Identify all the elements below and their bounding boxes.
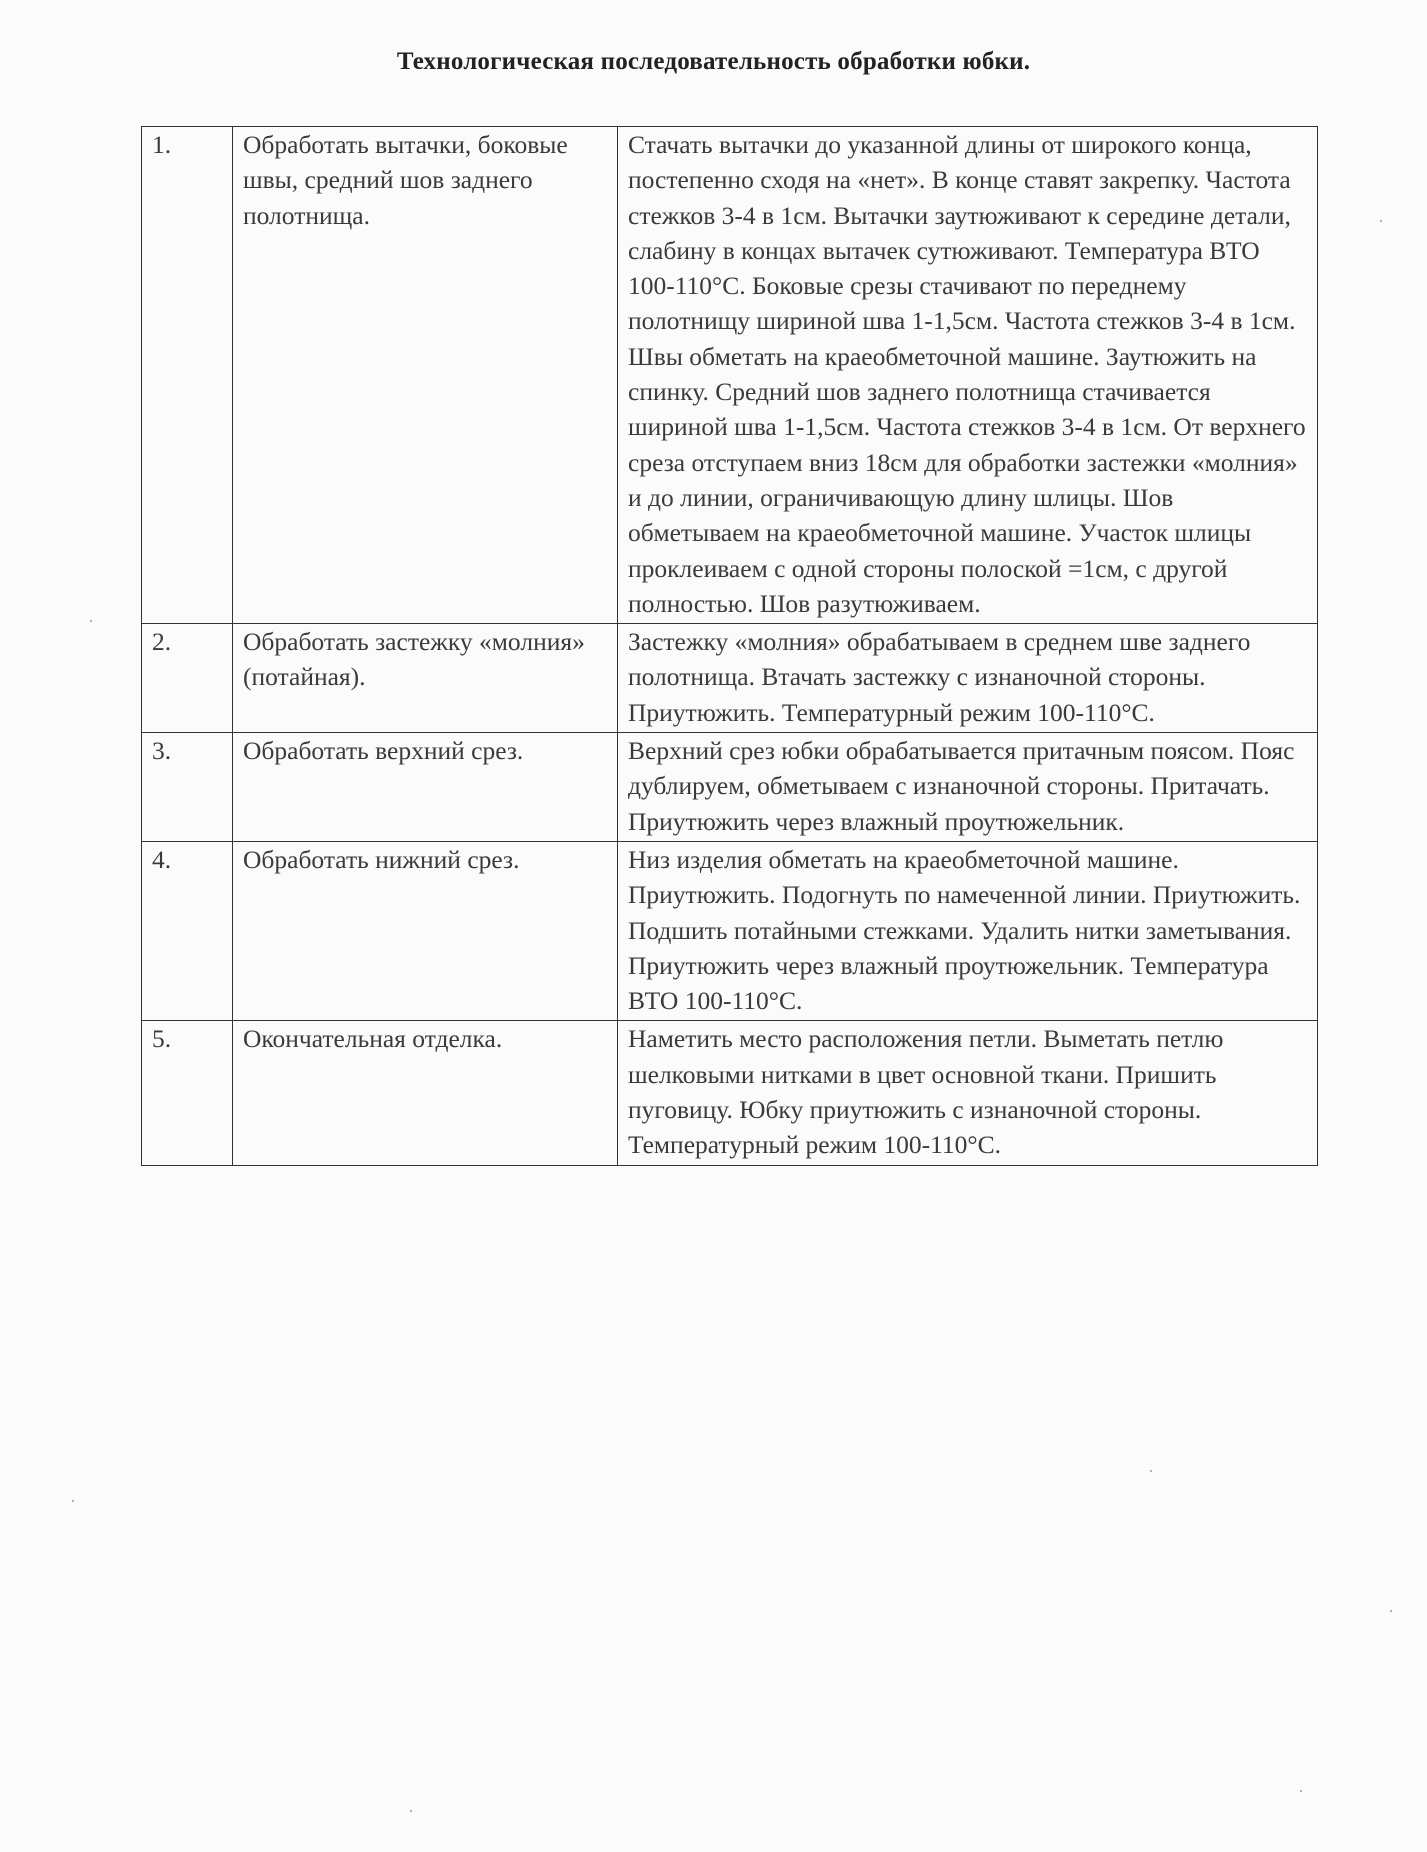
description-cell: Наметить место расположения петли. Выметать петлю шелковыми нитками в цвет основной ткани. Пришить пуговицу. Юбку приутюжить с изнаночной стороны. Температурный режим 100-110°С. (618, 1021, 1318, 1165)
step-number: 1. (142, 127, 233, 624)
scan-speck (410, 1810, 412, 1812)
table-row (142, 1021, 1318, 1165)
description-cell: Низ изделия обметать на краеобметочной машине. Приутюжить. Подогнуть по намеченной линии. Приутюжить. Подшить потайными стежками. Удалить нитки заметывания. Приутюжить через влажный проутюжельник. Температура ВТО 100-110°С. (618, 841, 1318, 1020)
scan-speck (1390, 1610, 1392, 1612)
operation-cell: Окончательная отделка. (233, 1021, 618, 1165)
process-table (141, 126, 1318, 1166)
step-number: 3. (142, 733, 233, 842)
operation-cell: Обработать застежку «молния» (потайная). (233, 624, 618, 733)
description-cell: Застежку «молния» обрабатываем в среднем шве заднего полотнища. Втачать застежку с изнаночной стороны. Приутюжить. Температурный режим 100-110°С. (618, 624, 1318, 733)
operation-cell: Обработать нижний срез. (233, 841, 618, 1020)
scan-speck (1380, 220, 1382, 222)
table-row (142, 624, 1318, 733)
operation-cell: Обработать верхний срез. (233, 733, 618, 842)
operation-cell: Обработать вытачки, боковые швы, средний шов заднего полотнища. (233, 127, 618, 624)
scan-speck (1300, 1790, 1302, 1792)
step-number: 5. (142, 1021, 233, 1165)
scan-speck (1150, 1470, 1152, 1472)
scan-speck (72, 1500, 74, 1502)
scan-speck (90, 620, 92, 622)
description-cell: Стачать вытачки до указанной длины от широкого конца, постепенно сходя на «нет». В конце ставят закрепку. Частота стежков 3-4 в 1см. Вытачки заутюживают к середине детали, слабину в концах вытачек сутюживают. Температура ВТО 100-110°С. Боковые срезы стачивают по переднему полотнищу шириной шва 1-1,5см. Частота стежков 3-4 в 1см. Швы обметать на краеобметочной машине. Заутюжить на спинку. Средний шов заднего полотнища стачивается шириной шва 1-1,5см. Частота стежков 3-4 в 1см. От верхнего среза отступаем вниз 18см для обработки застежки «молния» и до линии, ограничивающую длину шлицы. Шов обметываем на краеобметочной машине. Участок шлицы проклеиваем с одной стороны полоской =1см, с другой полностью. Шов разутюживаем. (618, 127, 1318, 624)
step-number: 2. (142, 624, 233, 733)
description-cell: Верхний срез юбки обрабатывается притачным поясом. Пояс дублируем, обметываем с изнаночной стороны. Притачать. Приутюжить через влажный проутюжельник. (618, 733, 1318, 842)
document-title: Технологическая последовательность обработки юбки. (396, 48, 1031, 75)
table-row (142, 127, 1318, 624)
step-number: 4. (142, 841, 233, 1020)
table-row (142, 733, 1318, 842)
table-row (142, 841, 1318, 1020)
